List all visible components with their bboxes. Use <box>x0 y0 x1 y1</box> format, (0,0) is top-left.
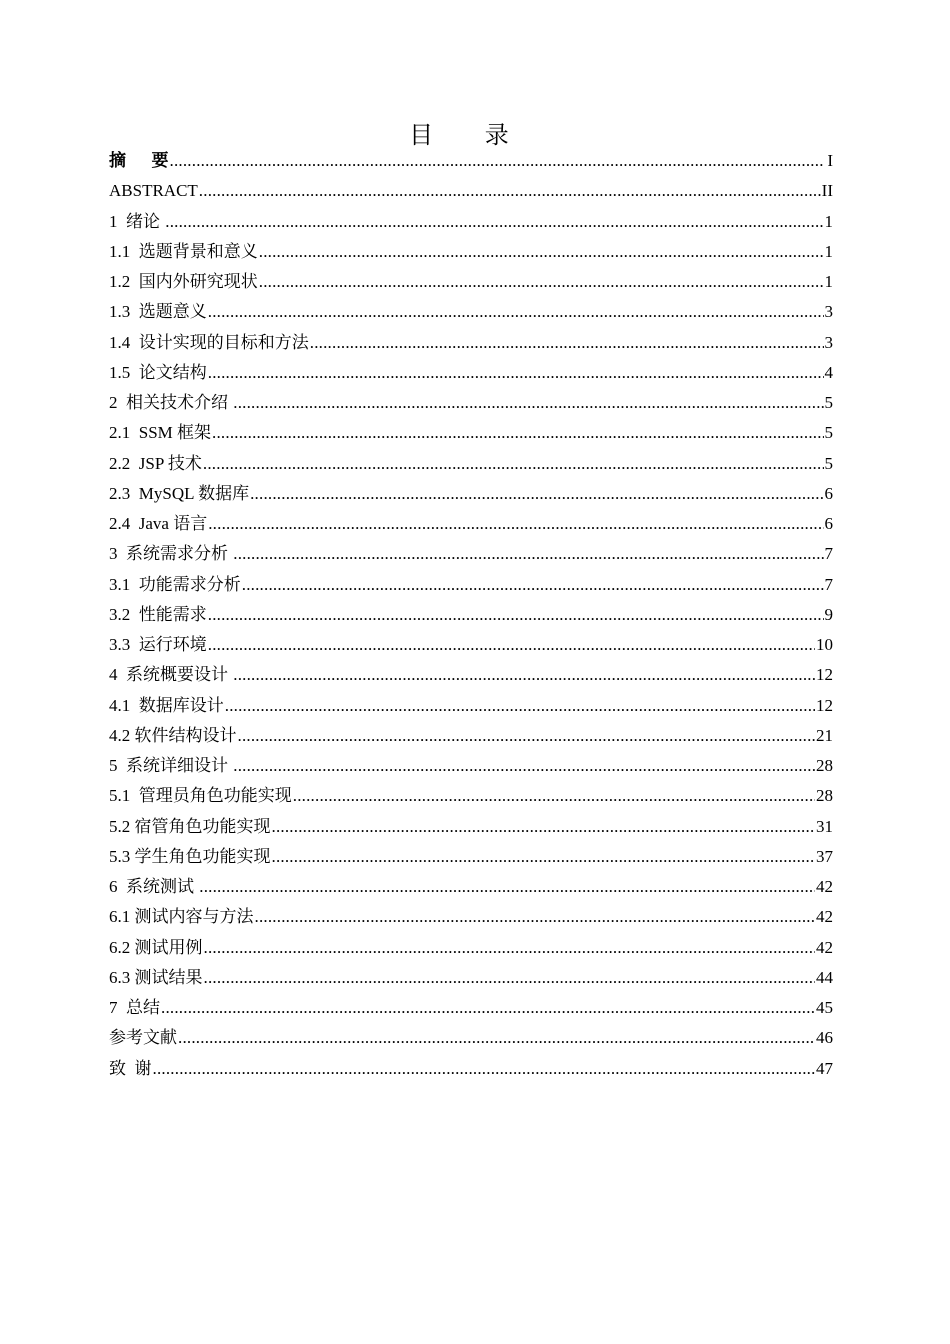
toc-entry-page-number: 1 <box>824 272 833 291</box>
toc-entry-label: 致 谢 <box>109 1058 152 1078</box>
toc-entry-page-number: 12 <box>816 665 833 685</box>
toc-entry-label: 1.1 选题背景和意义 <box>109 241 258 261</box>
toc-entry[interactable] <box>109 902 833 932</box>
toc-dot-leader <box>199 872 815 902</box>
toc-entry-page-number: 3 <box>824 332 833 352</box>
toc-dot-leader <box>238 721 816 751</box>
toc-list <box>109 146 833 1084</box>
toc-entry-label: 2 相关技术介绍 <box>109 393 233 412</box>
toc-dot-leader <box>203 449 824 479</box>
toc-entry-label: 2.3 MySQL 数据库 <box>109 483 250 503</box>
toc-entry[interactable] <box>109 479 833 509</box>
toc-entry[interactable] <box>109 509 833 539</box>
toc-entry-page-number: 1 <box>824 211 833 231</box>
toc-entry-page-number: 47 <box>816 1058 833 1078</box>
toc-title: 目 录 <box>409 121 531 149</box>
toc-entry-label: 2.4 Java 语言 <box>109 514 208 533</box>
toc-dot-leader <box>165 207 823 237</box>
toc-entry-page-number: 5 <box>824 453 833 473</box>
toc-entry[interactable] <box>109 600 833 630</box>
toc-dot-leader <box>204 963 816 993</box>
toc-entry-page-number: 5 <box>824 423 833 443</box>
toc-entry-page-number: II <box>821 181 833 201</box>
toc-entry-label: 4.1 数据库设计 <box>109 695 224 715</box>
toc-entry-label: 1.2 国内外研究现状 <box>109 272 258 291</box>
toc-entry[interactable] <box>109 237 833 267</box>
toc-dot-leader <box>208 630 815 660</box>
toc-entry-label: 4.2 软件结构设计 <box>109 725 237 745</box>
toc-dot-leader <box>208 509 823 539</box>
toc-entry[interactable] <box>109 842 833 872</box>
toc-entry-label: 6.2 测试用例 <box>109 937 203 957</box>
toc-entry-label: 2.1 SSM 框架 <box>109 423 212 443</box>
toc-entry[interactable] <box>109 812 833 842</box>
toc-entry-label: 6.3 测试结果 <box>109 967 203 987</box>
toc-entry-label: 4 系统概要设计 <box>109 665 233 685</box>
toc-entry[interactable] <box>109 176 833 206</box>
toc-dot-leader <box>178 1023 815 1053</box>
toc-entry-page-number: 31 <box>816 816 833 836</box>
toc-dot-leader <box>272 842 816 872</box>
toc-dot-leader <box>161 993 815 1023</box>
toc-entry-label: 3.1 功能需求分析 <box>109 574 241 594</box>
toc-entry-label: 3.3 运行环境 <box>109 635 207 654</box>
toc-dot-leader <box>259 267 824 297</box>
toc-dot-leader <box>259 237 824 267</box>
toc-entry[interactable] <box>109 328 833 358</box>
toc-entry-label: 5.3 学生角色功能实现 <box>109 846 271 866</box>
toc-dot-leader <box>204 933 816 963</box>
toc-entry-page-number: 4 <box>824 362 833 382</box>
toc-entry[interactable] <box>109 449 833 479</box>
toc-entry-page-number: 12 <box>816 695 833 715</box>
toc-entry[interactable] <box>109 388 833 418</box>
toc-dot-leader <box>242 570 824 600</box>
toc-dot-leader <box>233 751 815 781</box>
toc-entry-label: ABSTRACT <box>109 181 198 201</box>
toc-entry[interactable] <box>109 146 833 176</box>
toc-entry[interactable] <box>109 539 833 569</box>
toc-entry[interactable] <box>109 993 833 1023</box>
toc-entry[interactable] <box>109 963 833 993</box>
toc-entry-page-number: 42 <box>816 877 833 896</box>
toc-entry-label: 参考文献 <box>109 1028 177 1048</box>
toc-dot-leader <box>170 146 825 176</box>
toc-entry-page-number: 5 <box>824 393 833 412</box>
toc-entry-page-number: 42 <box>816 937 833 957</box>
toc-entry-page-number: 7 <box>824 574 833 594</box>
toc-entry[interactable] <box>109 267 833 297</box>
toc-entry-page-number: 9 <box>824 604 833 624</box>
toc-entry[interactable] <box>109 660 833 690</box>
toc-dot-leader <box>293 781 815 811</box>
toc-dot-leader <box>250 479 823 509</box>
toc-entry[interactable] <box>109 207 833 237</box>
toc-entry[interactable] <box>109 1054 833 1084</box>
toc-entry-page-number: 46 <box>816 1028 833 1048</box>
toc-entry-label: 6.1 测试内容与方法 <box>109 907 254 927</box>
toc-entry-label: 5 系统详细设计 <box>109 756 233 775</box>
toc-entry[interactable] <box>109 872 833 902</box>
toc-entry[interactable] <box>109 630 833 660</box>
toc-entry[interactable] <box>109 418 833 448</box>
toc-entry[interactable] <box>109 691 833 721</box>
toc-entry[interactable] <box>109 751 833 781</box>
toc-dot-leader <box>153 1054 816 1084</box>
toc-entry-page-number: 37 <box>816 846 833 866</box>
toc-entry-page-number: 21 <box>816 725 833 745</box>
toc-entry-label: 1 绪论 <box>109 211 165 231</box>
toc-entry-page-number: 7 <box>824 544 833 564</box>
toc-entry[interactable] <box>109 1023 833 1053</box>
toc-entry[interactable] <box>109 933 833 963</box>
toc-entry-label: 5.2 宿管角色功能实现 <box>109 816 271 836</box>
toc-entry[interactable] <box>109 570 833 600</box>
toc-dot-leader <box>208 600 824 630</box>
toc-entry-page-number: 45 <box>816 998 833 1017</box>
toc-entry[interactable] <box>109 721 833 751</box>
toc-dot-leader <box>212 418 823 448</box>
toc-entry-page-number: 28 <box>816 756 833 775</box>
toc-entry-page-number: I <box>827 151 833 170</box>
toc-dot-leader <box>208 297 824 327</box>
toc-entry-page-number: 3 <box>824 302 833 322</box>
toc-dot-leader <box>310 328 824 358</box>
toc-entry-page-number: 42 <box>816 907 833 927</box>
toc-entry-label: 1.3 选题意义 <box>109 302 207 322</box>
toc-entry-label: 1.5 论文结构 <box>109 362 207 382</box>
toc-entry-page-number: 10 <box>816 635 833 654</box>
toc-dot-leader <box>208 358 824 388</box>
toc-entry-label: 7 总结 <box>109 998 160 1017</box>
toc-dot-leader <box>233 539 823 569</box>
toc-entry-label: 1.4 设计实现的目标和方法 <box>109 332 309 352</box>
toc-entry[interactable] <box>109 781 833 811</box>
toc-dot-leader <box>199 176 821 206</box>
toc-entry-page-number: 6 <box>824 514 833 533</box>
toc-entry-page-number: 1 <box>824 241 833 261</box>
toc-entry-label: 摘 要 <box>109 151 169 170</box>
toc-entry-page-number: 44 <box>816 967 833 987</box>
toc-entry-label: 6 系统测试 <box>109 877 199 896</box>
toc-entry[interactable] <box>109 297 833 327</box>
toc-entry[interactable] <box>109 358 833 388</box>
toc-dot-leader <box>255 902 816 932</box>
toc-dot-leader <box>233 388 823 418</box>
toc-dot-leader <box>272 812 816 842</box>
toc-entry-label: 5.1 管理员角色功能实现 <box>109 786 292 806</box>
toc-entry-page-number: 28 <box>816 786 833 806</box>
toc-dot-leader <box>225 691 815 721</box>
toc-entry-label: 3.2 性能需求 <box>109 604 207 624</box>
toc-entry-page-number: 6 <box>824 483 833 503</box>
toc-entry-label: 3 系统需求分析 <box>109 544 233 564</box>
toc-dot-leader <box>233 660 815 690</box>
toc-entry-label: 2.2 JSP 技术 <box>109 453 202 473</box>
